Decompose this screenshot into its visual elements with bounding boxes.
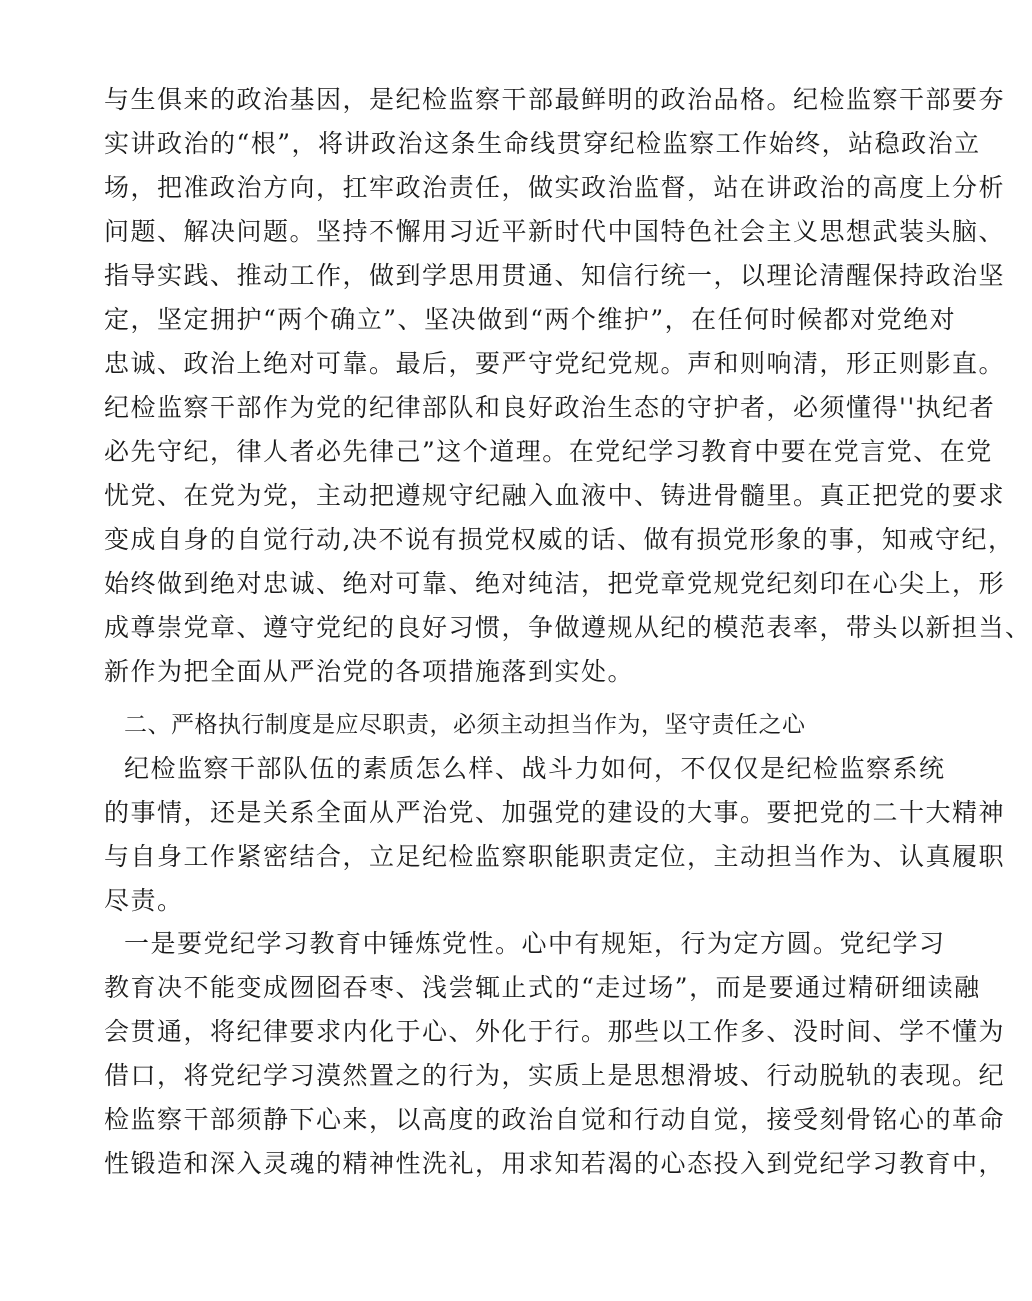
paragraph-line: 定，坚定拥护“两个确立”、坚决做到“两个维护”，在任何时候都对党绝对 — [104, 305, 957, 334]
paragraph-1 — [104, 78, 1032, 694]
paragraph-line: 借口，将党纪学习漠然置之的行为，实质上是思想滑坡、行动脱轨的表现。纪 — [104, 1061, 1006, 1090]
paragraph-line: 检监察干部须静下心来，以高度的政治自觉和行动自觉，接受刻骨铭心的革命 — [104, 1105, 1006, 1134]
paragraph-line: 的事情，还是关系全面从严治党、加强党的建设的大事。要把党的二十大精神 — [104, 798, 1006, 827]
paragraph-line: 一是要党纪学习教育中锤炼党性。心中有规矩，行为定方圆。党纪学习 — [124, 929, 946, 958]
paragraph-line: 与生俱来的政治基因，是纪检监察干部最鲜明的政治品格。纪检监察干部要夯 — [104, 85, 1006, 114]
paragraph-line: 始终做到绝对忠诚、绝对可靠、绝对纯洁，把党章党规党纪刻印在心尖上，形 — [104, 569, 1006, 598]
paragraph-line: 实讲政治的“根”，将讲政治这条生命线贯穿纪检监察工作始终，站稳政治立 — [104, 129, 981, 158]
paragraph-line: 尽责。 — [104, 886, 184, 915]
paragraph-line: 成尊崇党章、遵守党纪的良好习惯，争做遵规从纪的模范表率，带头以新担当、 — [104, 613, 1032, 642]
paragraph-line: 忧党、在党为党，主动把遵规守纪融入血液中、铸进骨髓里。真正把党的要求 — [104, 481, 1006, 510]
paragraph-line: 性锻造和深入灵魂的精神性洗礼，用求知若渴的心态投入到党纪学习教育中， — [104, 1149, 1006, 1178]
paragraph-line: 指导实践、推动工作，做到学思用贯通、知信行统一，以理论清醒保持政治坚 — [104, 261, 1006, 290]
paragraph-line: 变成自身的自觉行动,决不说有损党权威的话、做有损党形象的事，知戒守纪， — [104, 525, 1015, 554]
paragraph-3 — [104, 922, 1006, 1186]
paragraph-line: 忠诚、政治上绝对可靠。最后，要严守党纪党规。声和则响清，形正则影直。 — [104, 349, 1006, 378]
section-heading — [104, 703, 864, 747]
paragraph-line: 会贯通，将纪律要求内化于心、外化于行。那些以工作多、没时间、学不懂为 — [104, 1017, 1006, 1046]
section-heading-text: 二、严格执行制度是应尽职责，必须主动担当作为，坚守责任之心 — [124, 712, 806, 738]
paragraph-line: 新作为把全面从严治党的各项措施落到实处。 — [104, 657, 635, 686]
paragraph-2 — [104, 747, 1006, 923]
paragraph-line: 问题、解决问题。坚持不懈用习近平新时代中国特色社会主义思想武装头脑、 — [104, 217, 1006, 246]
paragraph-line: 场，把准政治方向，扛牢政治责任，做实政治监督，站在讲政治的高度上分析 — [104, 173, 1006, 202]
paragraph-line: 与自身工作紧密结合，立足纪检监察职能职责定位，主动担当作为、认真履职 — [104, 842, 1006, 871]
paragraph-line: 纪检监察干部队伍的素质怎么样、战斗力如何，不仅仅是纪检监察系统 — [124, 754, 946, 783]
paragraph-line: 教育决不能变成囫囵吞枣、浅尝辄止式的“走过场”，而是要通过精研细读融 — [104, 973, 981, 1002]
paragraph-line: 纪检监察干部作为党的纪律部队和良好政治生态的守护者，必须懂得''执纪者 — [104, 393, 996, 422]
paragraph-line: 必先守纪，律人者必先律己”这个道理。在党纪学习教育中要在党言党、在党 — [104, 437, 993, 466]
